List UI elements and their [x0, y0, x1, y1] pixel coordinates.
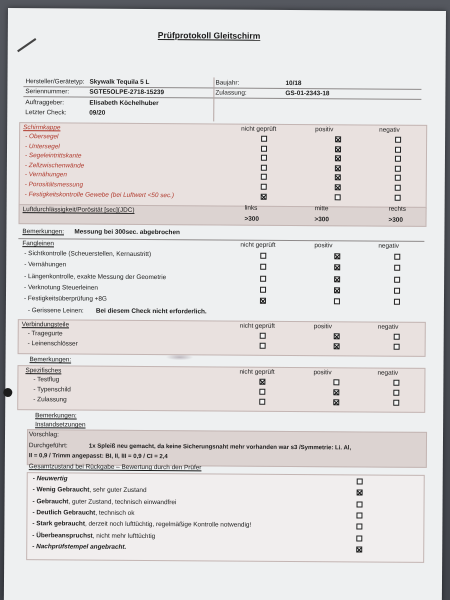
schirmkappe-checkbox[interactable] — [335, 155, 341, 161]
protocol-sheet — [4, 8, 446, 600]
gesamtzustand-row-title: - Nachprüfstempel angebracht. — [32, 542, 127, 551]
divider — [213, 77, 214, 121]
gesamtzustand-checkbox[interactable] — [357, 490, 363, 496]
spezifisches-checkbox[interactable] — [393, 389, 399, 395]
schirmkappe-checkbox[interactable] — [335, 184, 341, 190]
gesamtzustand-checkbox[interactable] — [356, 546, 362, 552]
gesamtzustand-row-title: - Wenig Gebraucht — [32, 486, 90, 494]
col-negativ: negativ — [377, 369, 399, 377]
divider — [18, 238, 424, 242]
gesamtzustand-row — [33, 476, 68, 483]
verbindung-checkbox[interactable] — [260, 343, 266, 349]
schirmkappe-checkbox[interactable] — [395, 175, 401, 181]
schirmkappe-checkbox[interactable] — [395, 166, 401, 172]
schirmkappe-checkbox[interactable] — [261, 155, 267, 161]
zulassung-value: GS-01-2343-18 — [285, 89, 330, 98]
gesamtzustand-row-text: , nicht mehr lufttüchtig — [92, 532, 156, 540]
fangleinen-checkbox[interactable] — [334, 298, 340, 304]
section-spezifisches — [17, 365, 425, 413]
verbindung-checkbox[interactable] — [334, 343, 340, 349]
col-positiv: positiv — [315, 126, 334, 134]
verbindung-checkbox[interactable] — [334, 333, 340, 339]
schirmkappe-checkbox[interactable] — [261, 145, 267, 151]
zulassung-label: Zulassung: — [215, 89, 247, 97]
schirmkappe-checkbox[interactable] — [261, 193, 267, 199]
spezifisches-heading: Spezifisches — [25, 367, 62, 375]
col-nicht-geprueft: nicht geprüft — [239, 368, 275, 376]
gesamtzustand-row — [32, 510, 134, 517]
fangleinen-checkbox[interactable] — [334, 253, 340, 259]
fangleinen-checkbox[interactable] — [260, 264, 266, 270]
section-verbindung — [18, 319, 426, 357]
gesamtzustand-checkbox[interactable] — [357, 478, 363, 484]
gesamtzustand-checkbox[interactable] — [356, 524, 362, 530]
col-negativ: negativ — [379, 126, 400, 134]
verbindung-heading: Verbindungsteile — [21, 321, 70, 329]
schirmkappe-checkbox[interactable] — [335, 136, 341, 142]
luft-links-label: links — [244, 204, 258, 212]
gesamtzustand-row-text: , derzeit noch lufttüchtig, regelmäßige Kontrolle notwendig! — [84, 520, 252, 529]
gesamtzustand-row-text: , sehr guter Zustand — [89, 486, 147, 495]
vorschlag-label: Vorschlag: — [28, 431, 59, 439]
hersteller-value: Skywalk Tequila 5 L — [89, 78, 150, 86]
spezifisches-row-label: - Typenschild — [33, 385, 71, 394]
pencil-mark — [17, 38, 36, 52]
luft-label: Luftdurchlässigkeit/Porösität [sec](JDC) — [22, 206, 135, 214]
spezifisches-row-label: - Zulassung — [33, 395, 67, 404]
schirmkappe-checkbox[interactable] — [395, 194, 401, 200]
luft-rechts-label: rechts — [388, 205, 407, 213]
gesamtzustand-row-text: , technisch ok — [95, 509, 135, 517]
fangleinen-heading: Fangleinen — [22, 240, 55, 248]
luft-mitte-value: >300 — [314, 216, 329, 224]
schirmkappe-heading: Schirmkappe — [23, 124, 61, 132]
schirmkappe-checkbox[interactable] — [261, 136, 267, 142]
fangleinen-checkbox[interactable] — [260, 275, 266, 281]
schirmkappe-checkbox[interactable] — [261, 184, 267, 190]
letzter-value: 09/20 — [89, 109, 106, 117]
fangleinen-row-label: - Festigkeitsüberprüfung +8G — [23, 295, 107, 303]
gesamtzustand-row-title: - Überbeanspruchst — [32, 531, 93, 540]
fangleinen-checkbox[interactable] — [260, 298, 266, 304]
schirmkappe-checkbox[interactable] — [395, 137, 401, 143]
auftrag-value: Elisabeth Köchelhuber — [89, 99, 159, 108]
page-title: Prüfprotokoll Gleitschirm — [157, 30, 261, 41]
gesamtzustand-row — [33, 499, 177, 506]
col-nicht-geprueft: nicht geprüft — [239, 322, 275, 330]
spezifisches-checkbox[interactable] — [259, 389, 265, 395]
instandsetzungen-heading: Instandsetzungen — [35, 421, 86, 429]
fangleinen-checkbox[interactable] — [260, 287, 266, 293]
gesamtzustand-row-title: - Gebraucht — [32, 497, 69, 506]
gesamtzustand-checkbox[interactable] — [356, 512, 362, 518]
col-negativ: negativ — [378, 242, 399, 250]
durchgefuehrt-line-2: II = 0,9 / Trimm angepasst: BI, II, III = 0,9 / CI = 2,4 — [28, 453, 168, 461]
bemerkungen-1-text: Messung bei 300sec. abgebrochen — [74, 228, 180, 237]
auftrag-label: Auftraggeber: — [25, 99, 65, 107]
gesamtzustand-row — [32, 533, 155, 540]
fangleinen-checkbox[interactable] — [334, 276, 340, 282]
col-negativ: negativ — [377, 323, 399, 331]
gesamtzustand-row-title: - Deutlich Gebraucht — [32, 509, 96, 517]
gesamtzustand-row-title: - Neuwertig — [32, 475, 68, 483]
spezifisches-row-label: - Testflug — [33, 376, 60, 384]
fangleinen-checkbox[interactable] — [334, 265, 340, 271]
verbindung-checkbox[interactable] — [394, 344, 400, 350]
letzter-label: Letzter Check: — [25, 109, 67, 117]
col-positiv: positiv — [314, 242, 333, 250]
schirmkappe-checkbox[interactable] — [335, 165, 341, 171]
schirmkappe-row-label: - Untersegel — [25, 142, 60, 150]
bemerkungen-3-label: Bemerkungen: — [35, 412, 77, 420]
spezifisches-checkbox[interactable] — [259, 398, 265, 404]
luft-rechts-value: >300 — [388, 216, 403, 224]
hersteller-label: Hersteller/Gerätetyp: — [25, 78, 85, 86]
verbindung-checkbox[interactable] — [260, 333, 266, 339]
gesamtzustand-row-text: , guter Zustand, technisch einwandfrei — [68, 498, 177, 506]
schirmkappe-checkbox[interactable] — [335, 175, 341, 181]
col-nicht-geprueft: nicht geprüft — [241, 125, 277, 133]
verbindung-checkbox[interactable] — [394, 334, 400, 340]
fangleinen-checkbox[interactable] — [394, 265, 400, 271]
durchgefuehrt-line-1: 1x Spleiß neu gemacht, da keine Sicherungsnaht mehr vorhanden war s3 /Symmetrie: Li. Al, — [88, 443, 352, 452]
schirmkappe-checkbox[interactable] — [335, 146, 341, 152]
spezifisches-checkbox[interactable] — [393, 399, 399, 405]
fangleinen-checkbox[interactable] — [394, 299, 400, 305]
spezifisches-checkbox[interactable] — [333, 379, 339, 385]
serien-label: Seriennummer: — [25, 88, 70, 96]
baujahr-value: 10/18 — [285, 79, 302, 88]
schirmkappe-row-label: - Obersegel — [25, 133, 59, 141]
col-nicht-geprueft: nicht geprüft — [240, 241, 276, 249]
fangleinen-checkbox[interactable] — [334, 287, 340, 293]
schirmkappe-row-label: - Zellzwischenwände — [24, 161, 85, 170]
gesamtzustand-checkbox[interactable] — [356, 535, 362, 541]
gerissen-value: Bei diesem Check nicht erforderlich. — [95, 307, 207, 316]
durchgefuehrt-label: Durchgeführt: — [28, 442, 68, 450]
schirmkappe-checkbox[interactable] — [261, 165, 267, 171]
verbindung-row-label: - Leinenschlösser — [27, 340, 78, 348]
fangleinen-checkbox[interactable] — [260, 253, 266, 259]
serien-value: SGTE5OLPE-2718-15239 — [89, 88, 165, 97]
fangleinen-row-label: - Verknotung Steuerleinen — [24, 284, 98, 292]
fangleinen-row-label: - Vernähungen — [24, 261, 67, 269]
baujahr-label: Baujahr: — [215, 79, 240, 87]
schirmkappe-checkbox[interactable] — [335, 194, 341, 200]
schirmkappe-row-label: - Porositätsmessung — [24, 181, 84, 189]
fangleinen-checkbox[interactable] — [394, 254, 400, 260]
luft-mitte-label: mitte — [314, 205, 329, 213]
schirmkappe-row-label: - Segeleintrittskante — [24, 152, 82, 160]
schirmkappe-checkbox[interactable] — [395, 146, 401, 152]
spezifisches-checkbox[interactable] — [393, 380, 399, 386]
punch-hole — [3, 388, 12, 397]
spezifisches-checkbox[interactable] — [333, 399, 339, 405]
gesamtzustand-row-title: - Stark gebraucht — [32, 520, 85, 528]
col-positiv: positiv — [313, 369, 332, 377]
spezifisches-checkbox[interactable] — [333, 389, 339, 395]
schirmkappe-checkbox[interactable] — [395, 185, 401, 191]
ink-smudge — [166, 354, 194, 360]
schirmkappe-checkbox[interactable] — [395, 156, 401, 162]
gesamtzustand-row — [33, 487, 147, 494]
schirmkappe-row-label: - Vernähungen — [24, 171, 67, 179]
schirmkappe-row-label: - Festigkeitskontrolle Gewebe (bei Luftwert <50 sec.) — [24, 190, 175, 199]
fangleinen-row-label: - Längenkontrolle, exakte Messung der Geometrie — [24, 272, 167, 281]
gesamtzustand-checkbox[interactable] — [357, 501, 363, 507]
fangleinen-checkbox[interactable] — [394, 288, 400, 294]
bemerkungen-2-label: Bemerkungen: — [29, 356, 72, 364]
fangleinen-checkbox[interactable] — [394, 276, 400, 282]
bemerkungen-1-label: Bemerkungen: — [22, 228, 65, 236]
fangleinen-row-label: - Sichtkontrolle (Scheuerstellen, Kernaustritt) — [24, 250, 152, 259]
schirmkappe-checkbox[interactable] — [261, 174, 267, 180]
verbindung-row-label: - Tragegurte — [27, 330, 63, 338]
gesamtzustand-heading: Gesamtzustand bei Rückgabe – Bewertung durch den Prüfer — [28, 463, 202, 472]
gesamtzustand-row — [32, 544, 126, 551]
luft-links-value: >300 — [244, 215, 259, 223]
spezifisches-checkbox[interactable] — [259, 379, 265, 385]
gerissen-label: - Gerissene Leinen: — [27, 307, 84, 315]
col-positiv: positiv — [313, 323, 332, 331]
